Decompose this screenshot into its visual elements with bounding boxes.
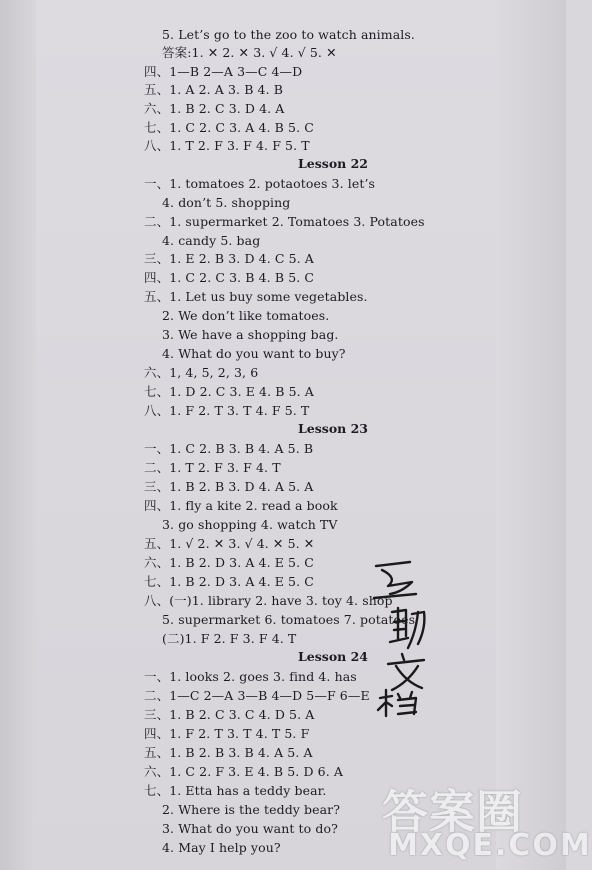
answer-line: 六、1. B 2. C 3. D 4. A — [144, 101, 285, 116]
answer-line: 七、1. C 2. C 3. A 4. B 5. C — [144, 120, 314, 135]
answer-line: 4. don’t 5. shopping — [162, 195, 291, 210]
watermark-logo: 答案圈 — [382, 785, 523, 839]
answer-line: 4. What do you want to buy? — [162, 346, 346, 361]
answer-line: 七、1. D 2. C 3. E 4. B 5. A — [144, 384, 314, 399]
answer-line: 三、1. B 2. C 3. C 4. D 5. A — [144, 707, 315, 722]
answer-line: 八、1. T 2. F 3. F 4. F 5. T — [144, 138, 310, 153]
answer-line: 二、1. supermarket 2. Tomatoes 3. Potatoes — [144, 214, 425, 229]
answer-line: 一、1. C 2. B 3. B 4. A 5. B — [144, 441, 314, 456]
answer-line: 四、1—B 2—A 3—C 4—D — [144, 64, 303, 79]
answer-line: 2. Where is the teddy bear? — [162, 802, 341, 817]
answer-line: 2. We don’t like tomatoes. — [162, 308, 330, 323]
answer-line: 二、1—C 2—A 3—B 4—D 5—F 6—E — [144, 688, 370, 703]
page-shadow-right — [496, 0, 566, 870]
watermark-url: MXQE.COM — [388, 828, 592, 863]
answer-line: 八、1. F 2. T 3. T 4. F 5. T — [144, 403, 310, 418]
answer-line: 四、1. F 2. T 3. T 4. T 5. F — [144, 726, 310, 741]
answer-line: 四、1. fly a kite 2. read a book — [144, 498, 338, 513]
lesson-heading: Lesson 23 — [298, 421, 368, 436]
answer-line: 一、1. tomatoes 2. potaotoes 3. let’s — [144, 176, 376, 191]
answer-line: 3. go shopping 4. watch TV — [162, 517, 338, 532]
answer-line: 五、1. B 2. B 3. B 4. A 5. A — [144, 745, 313, 760]
answer-line: 3. What do you want to do? — [162, 821, 338, 836]
answer-line: 4. May I help you? — [162, 840, 281, 855]
answer-line: 答案:1. ✕ 2. ✕ 3. √ 4. √ 5. ✕ — [162, 45, 337, 60]
answer-line: 一、1. looks 2. goes 3. find 4. has — [144, 669, 357, 684]
answer-line: 二、1. T 2. F 3. F 4. T — [144, 460, 281, 475]
answer-line: 4. candy 5. bag — [162, 233, 261, 248]
answer-line: 七、1. Etta has a teddy bear. — [144, 783, 327, 798]
answer-line: 5. Let’s go to the zoo to watch animals. — [162, 27, 415, 42]
handwritten-stamp — [368, 548, 438, 718]
answer-line: 六、1. B 2. D 3. A 4. E 5. C — [144, 555, 314, 570]
answer-line: 3. We have a shopping bag. — [162, 327, 339, 342]
answer-line: 五、1. √ 2. ✕ 3. √ 4. ✕ 5. ✕ — [144, 536, 315, 551]
answer-line: 五、1. Let us buy some vegetables. — [144, 289, 368, 304]
answer-line: 六、1, 4, 5, 2, 3, 6 — [144, 365, 259, 380]
page-shadow-left — [0, 0, 36, 870]
answer-line: (二)1. F 2. F 3. F 4. T — [162, 631, 297, 646]
answer-line: 三、1. E 2. B 3. D 4. C 5. A — [144, 251, 314, 266]
answer-line: 八、(一)1. library 2. have 3. toy 4. shop — [144, 593, 393, 608]
lesson-heading: Lesson 22 — [298, 156, 368, 171]
lesson-heading: Lesson 24 — [298, 649, 368, 664]
answer-line: 5. supermarket 6. tomatoes 7. potatoes — [162, 612, 416, 627]
answer-line: 三、1. B 2. B 3. D 4. A 5. A — [144, 479, 314, 494]
answer-line: 七、1. B 2. D 3. A 4. E 5. C — [144, 574, 314, 589]
answer-line: 四、1. C 2. C 3. B 4. B 5. C — [144, 270, 315, 285]
site-watermark — [382, 776, 592, 870]
answer-line: 六、1. C 2. F 3. E 4. B 5. D 6. A — [144, 764, 343, 779]
answer-line: 五、1. A 2. A 3. B 4. B — [144, 82, 284, 97]
